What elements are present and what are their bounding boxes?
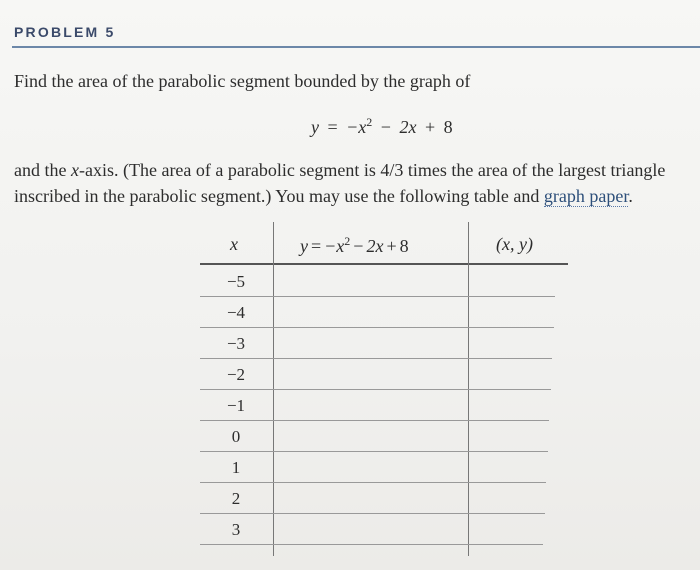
eq-term1: −x	[346, 117, 367, 137]
hdr-term3: 8	[399, 236, 409, 256]
table-row-x-value: 3	[231, 520, 241, 539]
body-end: .	[628, 186, 633, 206]
col-header-x: x	[230, 234, 238, 254]
table-row-x-value: −1	[226, 396, 246, 415]
table-row-xy-cell[interactable]	[471, 390, 566, 419]
table-row-x-value: −3	[226, 334, 246, 353]
table-row-xy-cell[interactable]	[471, 266, 566, 295]
row-divider	[200, 544, 543, 545]
table-row-xy-cell[interactable]	[471, 514, 566, 543]
table-row-xy-cell[interactable]	[471, 421, 566, 450]
body-part1: and the	[14, 160, 71, 180]
table-row-y-cell[interactable]	[276, 483, 466, 512]
eq-lhs: y	[311, 117, 319, 137]
table-row-x-value: −5	[226, 272, 246, 291]
table-row-y-cell[interactable]	[276, 359, 466, 388]
table-row-x-value: 2	[231, 489, 241, 508]
table-row-y-cell[interactable]	[276, 328, 466, 357]
table-row-xy-cell[interactable]	[471, 483, 566, 512]
eq-op1: −	[380, 117, 391, 137]
table-row-x-value: −4	[226, 303, 246, 322]
header-rule	[200, 263, 568, 265]
hdr-term1: −x	[324, 236, 345, 256]
header-divider	[12, 46, 700, 48]
table-row-xy-cell[interactable]	[471, 359, 566, 388]
hdr-exponent: 2	[344, 234, 351, 248]
table-row-xy-cell[interactable]	[471, 328, 566, 357]
graph-paper-link[interactable]: graph paper	[543, 186, 629, 206]
table-row-x-value: 1	[231, 458, 241, 477]
values-table	[198, 222, 568, 556]
problem-equation	[311, 115, 453, 138]
table-row-y-cell[interactable]	[276, 452, 466, 481]
table-row-xy-cell[interactable]	[471, 297, 566, 326]
eq-equals: =	[327, 117, 338, 137]
eq-exponent: 2	[366, 115, 373, 129]
table-row-xy-cell[interactable]	[471, 452, 566, 481]
problem-body	[14, 157, 694, 209]
eq-term3: 8	[443, 117, 453, 137]
table-row-y-cell[interactable]	[276, 421, 466, 450]
hdr-equals: =	[311, 236, 322, 256]
hdr-lhs: y	[300, 236, 308, 256]
table-row-y-cell[interactable]	[276, 514, 466, 543]
hdr-term2: 2x	[366, 236, 384, 256]
table-row-x-value: 0	[231, 427, 241, 446]
table-row-y-cell[interactable]	[276, 266, 466, 295]
eq-term2: 2x	[399, 117, 417, 137]
body-part2: -axis. (The area of a parabolic segment is 4/3 times the area of the largest triangle inscribed in the parabolic segment.) You may use the following table and	[14, 160, 666, 206]
table-row-y-cell[interactable]	[276, 390, 466, 419]
problem-label: PROBLEM 5	[14, 24, 116, 40]
eq-op2: +	[424, 117, 436, 137]
problem-intro: Find the area of the parabolic segment bounded by the graph of	[14, 71, 471, 91]
col-header-y	[300, 234, 409, 257]
table-row-x-value: −2	[226, 365, 246, 384]
body-variable: x	[70, 160, 79, 180]
hdr-op2: +	[386, 236, 397, 256]
table-row-y-cell[interactable]	[276, 297, 466, 326]
hdr-op1: −	[353, 236, 364, 256]
col-header-xy: (x, y)	[496, 234, 533, 254]
